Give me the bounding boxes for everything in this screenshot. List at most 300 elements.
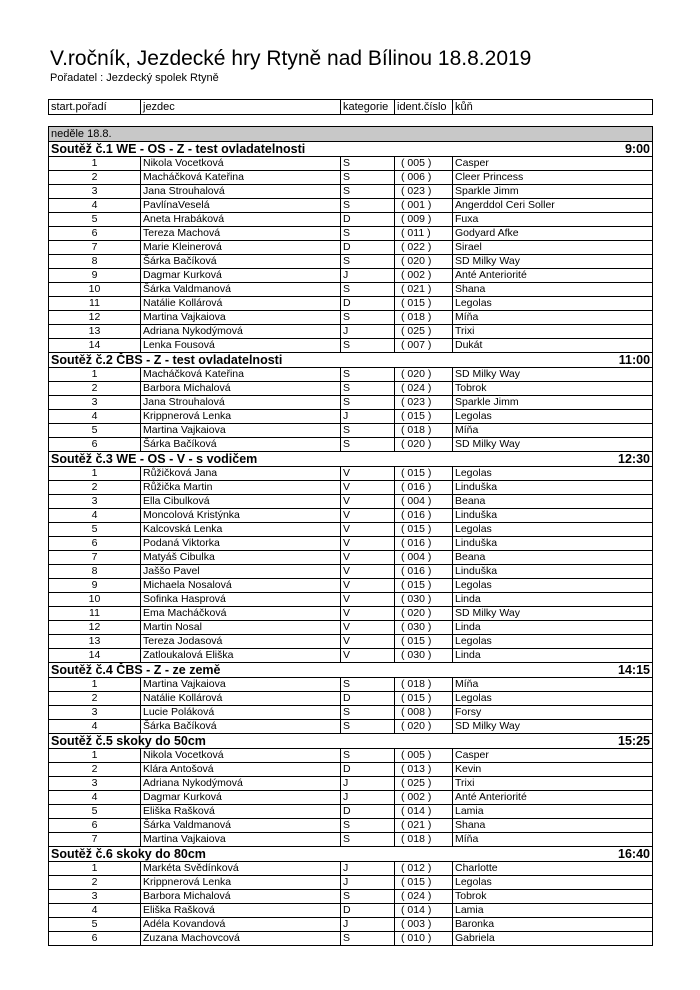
competition-name: Soutěž č.3 WE - OS - V - s vodičem	[49, 452, 453, 467]
horse-cell: Godyard Afke	[453, 227, 653, 241]
category-cell: J	[341, 410, 395, 424]
category-cell: D	[341, 805, 395, 819]
horse-cell: Lamia	[453, 904, 653, 918]
ident-number-cell: ( 016 )	[395, 481, 453, 495]
rider-cell: Ema Macháčková	[141, 607, 341, 621]
rider-cell: Eliška Rašková	[141, 904, 341, 918]
competition-name: Soutěž č.6 skoky do 80cm	[49, 847, 453, 862]
rider-cell: Šárka Valdmanová	[141, 819, 341, 833]
rider-cell: Nikola Vocetková	[141, 157, 341, 171]
entry-row	[49, 579, 653, 593]
ident-number-cell: ( 020 )	[395, 720, 453, 734]
rider-cell: Adriana Nykodýmová	[141, 777, 341, 791]
start-order-cell: 6	[49, 438, 141, 452]
category-cell: V	[341, 635, 395, 649]
category-cell: J	[341, 876, 395, 890]
ident-number-cell: ( 021 )	[395, 819, 453, 833]
competition-header-row	[49, 663, 653, 678]
competition-header-row	[49, 353, 653, 368]
start-order-cell: 7	[49, 551, 141, 565]
rider-cell: Jana Strouhalová	[141, 185, 341, 199]
category-cell: V	[341, 523, 395, 537]
category-cell: D	[341, 213, 395, 227]
rider-cell: Krippnerová Lenka	[141, 410, 341, 424]
ident-number-cell: ( 015 )	[395, 692, 453, 706]
rider-cell: Zuzana Machovcová	[141, 932, 341, 946]
competition-name: Soutěž č.2 ČBS - Z - test ovladatelnosti	[49, 353, 453, 368]
category-cell: D	[341, 904, 395, 918]
header-start-order: start.pořadí	[49, 100, 141, 115]
start-order-cell: 4	[49, 509, 141, 523]
rider-cell: Tereza Jodasová	[141, 635, 341, 649]
horse-cell: Casper	[453, 157, 653, 171]
entry-row	[49, 171, 653, 185]
ident-number-cell: ( 018 )	[395, 678, 453, 692]
horse-cell: Gabriela	[453, 932, 653, 946]
horse-cell: Trixi	[453, 325, 653, 339]
start-order-cell: 3	[49, 777, 141, 791]
category-cell: S	[341, 819, 395, 833]
day-label: neděle 18.8.	[49, 127, 653, 142]
rider-cell: Natálie Kollárová	[141, 297, 341, 311]
category-cell: V	[341, 481, 395, 495]
start-order-cell: 14	[49, 339, 141, 353]
entry-row	[49, 635, 653, 649]
category-cell: S	[341, 382, 395, 396]
entry-row	[49, 509, 653, 523]
entry-row	[49, 649, 653, 663]
rider-cell: Šárka Bačíková	[141, 720, 341, 734]
category-cell: J	[341, 269, 395, 283]
horse-cell: Míňa	[453, 678, 653, 692]
horse-cell: Tobrok	[453, 890, 653, 904]
header-ident-number: ident.číslo	[395, 100, 453, 115]
category-cell: J	[341, 777, 395, 791]
header-horse: kůň	[453, 100, 653, 115]
category-cell: S	[341, 227, 395, 241]
entry-row	[49, 269, 653, 283]
rider-cell: Matyáš Cibulka	[141, 551, 341, 565]
horse-cell: Cleer Princess	[453, 171, 653, 185]
category-cell: S	[341, 283, 395, 297]
horse-cell: Míňa	[453, 424, 653, 438]
rider-cell: Jaššo Pavel	[141, 565, 341, 579]
start-order-cell: 5	[49, 805, 141, 819]
horse-cell: Casper	[453, 749, 653, 763]
header-rider: jezdec	[141, 100, 341, 115]
category-cell: S	[341, 339, 395, 353]
rider-cell: Barbora Michalová	[141, 890, 341, 904]
category-cell: J	[341, 791, 395, 805]
competition-time: 12:30	[453, 452, 653, 467]
ident-number-cell: ( 011 )	[395, 227, 453, 241]
start-order-cell: 1	[49, 467, 141, 481]
entry-row	[49, 537, 653, 551]
category-cell: S	[341, 424, 395, 438]
start-order-cell: 2	[49, 171, 141, 185]
horse-cell: Legolas	[453, 579, 653, 593]
start-order-cell: 2	[49, 481, 141, 495]
entry-row	[49, 368, 653, 382]
ident-number-cell: ( 001 )	[395, 199, 453, 213]
rider-cell: Růžička Martin	[141, 481, 341, 495]
start-order-cell: 10	[49, 283, 141, 297]
rider-cell: Aneta Hrabáková	[141, 213, 341, 227]
ident-number-cell: ( 030 )	[395, 593, 453, 607]
ident-number-cell: ( 020 )	[395, 255, 453, 269]
category-cell: S	[341, 157, 395, 171]
horse-cell: Baronka	[453, 918, 653, 932]
entry-row	[49, 283, 653, 297]
entry-row	[49, 325, 653, 339]
entry-row	[49, 932, 653, 946]
entry-row	[49, 692, 653, 706]
category-cell: V	[341, 467, 395, 481]
rider-cell: Natálie Kollárová	[141, 692, 341, 706]
category-cell: S	[341, 438, 395, 452]
category-cell: S	[341, 185, 395, 199]
category-cell: V	[341, 509, 395, 523]
rider-cell: Tereza Machová	[141, 227, 341, 241]
rider-cell: Michaela Nosalová	[141, 579, 341, 593]
horse-cell: Beana	[453, 495, 653, 509]
start-order-cell: 3	[49, 706, 141, 720]
category-cell: V	[341, 565, 395, 579]
competition-name: Soutěž č.4 ČBS - Z - ze země	[49, 663, 453, 678]
rider-cell: Šárka Valdmanová	[141, 283, 341, 297]
category-cell: J	[341, 325, 395, 339]
ident-number-cell: ( 016 )	[395, 537, 453, 551]
category-cell: D	[341, 241, 395, 255]
column-header-table	[48, 99, 653, 115]
start-order-cell: 2	[49, 692, 141, 706]
start-order-cell: 13	[49, 635, 141, 649]
horse-cell: Lamia	[453, 805, 653, 819]
category-cell: V	[341, 607, 395, 621]
entry-row	[49, 495, 653, 509]
start-order-cell: 1	[49, 678, 141, 692]
category-cell: S	[341, 368, 395, 382]
competition-name: Soutěž č.1 WE - OS - Z - test ovladatelnosti	[49, 142, 453, 157]
competition-header-row	[49, 734, 653, 749]
entry-row	[49, 862, 653, 876]
entry-row	[49, 607, 653, 621]
category-cell: S	[341, 890, 395, 904]
start-order-cell: 4	[49, 904, 141, 918]
start-order-cell: 11	[49, 607, 141, 621]
ident-number-cell: ( 012 )	[395, 862, 453, 876]
rider-cell: Macháčková Kateřina	[141, 368, 341, 382]
ident-number-cell: ( 024 )	[395, 890, 453, 904]
rider-cell: Klára Antošová	[141, 763, 341, 777]
rider-cell: Lucie Poláková	[141, 706, 341, 720]
horse-cell: Legolas	[453, 467, 653, 481]
ident-number-cell: ( 007 )	[395, 339, 453, 353]
ident-number-cell: ( 015 )	[395, 523, 453, 537]
entry-row	[49, 523, 653, 537]
header-category: kategorie	[341, 100, 395, 115]
entry-row	[49, 706, 653, 720]
horse-cell: Linda	[453, 649, 653, 663]
ident-number-cell: ( 004 )	[395, 495, 453, 509]
entry-row	[49, 438, 653, 452]
start-order-cell: 1	[49, 862, 141, 876]
horse-cell: Legolas	[453, 410, 653, 424]
entry-row	[49, 551, 653, 565]
ident-number-cell: ( 024 )	[395, 382, 453, 396]
start-order-cell: 3	[49, 185, 141, 199]
horse-cell: Angerddol Ceri Soller	[453, 199, 653, 213]
start-order-cell: 1	[49, 749, 141, 763]
start-order-cell: 4	[49, 791, 141, 805]
category-cell: V	[341, 621, 395, 635]
start-order-cell: 5	[49, 424, 141, 438]
entry-row	[49, 255, 653, 269]
horse-cell: Charlotte	[453, 862, 653, 876]
horse-cell: Anté Anteriorité	[453, 269, 653, 283]
ident-number-cell: ( 002 )	[395, 269, 453, 283]
category-cell: S	[341, 171, 395, 185]
start-order-cell: 11	[49, 297, 141, 311]
entry-row	[49, 297, 653, 311]
horse-cell: Linduška	[453, 565, 653, 579]
entry-row	[49, 833, 653, 847]
start-order-cell: 2	[49, 763, 141, 777]
rider-cell: Dagmar Kurková	[141, 269, 341, 283]
ident-number-cell: ( 005 )	[395, 157, 453, 171]
category-cell: S	[341, 706, 395, 720]
category-cell: S	[341, 199, 395, 213]
start-order-cell: 2	[49, 876, 141, 890]
organizer-line: Pořadatel : Jezdecký spolek Rtyně	[50, 72, 219, 84]
competition-time: 11:00	[453, 353, 653, 368]
ident-number-cell: ( 015 )	[395, 579, 453, 593]
ident-number-cell: ( 018 )	[395, 424, 453, 438]
ident-number-cell: ( 022 )	[395, 241, 453, 255]
horse-cell: Sparkle Jimm	[453, 396, 653, 410]
ident-number-cell: ( 009 )	[395, 213, 453, 227]
category-cell: S	[341, 678, 395, 692]
ident-number-cell: ( 018 )	[395, 833, 453, 847]
rider-cell: PavlínaVeselá	[141, 199, 341, 213]
horse-cell: Shana	[453, 283, 653, 297]
category-cell: S	[341, 396, 395, 410]
start-order-cell: 14	[49, 649, 141, 663]
rider-cell: Eliška Rašková	[141, 805, 341, 819]
ident-number-cell: ( 015 )	[395, 410, 453, 424]
category-cell: S	[341, 311, 395, 325]
entry-row	[49, 720, 653, 734]
horse-cell: Anté Anteriorité	[453, 791, 653, 805]
horse-cell: SD Milky Way	[453, 720, 653, 734]
rider-cell: Lenka Fousová	[141, 339, 341, 353]
horse-cell: Legolas	[453, 876, 653, 890]
category-cell: J	[341, 862, 395, 876]
rider-cell: Martin Nosal	[141, 621, 341, 635]
horse-cell: Míňa	[453, 833, 653, 847]
start-order-cell: 9	[49, 269, 141, 283]
horse-cell: Linda	[453, 621, 653, 635]
ident-number-cell: ( 020 )	[395, 368, 453, 382]
horse-cell: Legolas	[453, 692, 653, 706]
entry-row	[49, 593, 653, 607]
category-cell: S	[341, 255, 395, 269]
ident-number-cell: ( 010 )	[395, 932, 453, 946]
horse-cell: Linduška	[453, 537, 653, 551]
entry-row	[49, 241, 653, 255]
horse-cell: Shana	[453, 819, 653, 833]
category-cell: S	[341, 749, 395, 763]
start-order-cell: 12	[49, 311, 141, 325]
start-order-cell: 6	[49, 227, 141, 241]
competition-header-row	[49, 142, 653, 157]
horse-cell: Linda	[453, 593, 653, 607]
horse-cell: SD Milky Way	[453, 607, 653, 621]
entry-row	[49, 382, 653, 396]
ident-number-cell: ( 018 )	[395, 311, 453, 325]
entry-row	[49, 918, 653, 932]
rider-cell: Adriana Nykodýmová	[141, 325, 341, 339]
column-header-row	[49, 100, 653, 115]
entry-row	[49, 749, 653, 763]
rider-cell: Moncolová Kristýnka	[141, 509, 341, 523]
start-order-cell: 2	[49, 382, 141, 396]
ident-number-cell: ( 030 )	[395, 649, 453, 663]
ident-number-cell: ( 030 )	[395, 621, 453, 635]
ident-number-cell: ( 015 )	[395, 635, 453, 649]
horse-cell: Trixi	[453, 777, 653, 791]
start-order-cell: 3	[49, 396, 141, 410]
competition-time: 16:40	[453, 847, 653, 862]
start-order-cell: 1	[49, 157, 141, 171]
horse-cell: Linduška	[453, 509, 653, 523]
start-order-cell: 3	[49, 495, 141, 509]
rider-cell: Sofinka Hasprová	[141, 593, 341, 607]
category-cell: V	[341, 551, 395, 565]
start-order-cell: 7	[49, 241, 141, 255]
competition-header-row	[49, 847, 653, 862]
category-cell: J	[341, 918, 395, 932]
category-cell: V	[341, 579, 395, 593]
entry-row	[49, 621, 653, 635]
horse-cell: SD Milky Way	[453, 438, 653, 452]
schedule-table	[48, 126, 653, 946]
start-order-cell: 7	[49, 833, 141, 847]
category-cell: S	[341, 932, 395, 946]
horse-cell: Tobrok	[453, 382, 653, 396]
category-cell: D	[341, 692, 395, 706]
ident-number-cell: ( 020 )	[395, 607, 453, 621]
entry-row	[49, 311, 653, 325]
category-cell: D	[341, 763, 395, 777]
ident-number-cell: ( 014 )	[395, 805, 453, 819]
entry-row	[49, 890, 653, 904]
competition-time: 9:00	[453, 142, 653, 157]
ident-number-cell: ( 020 )	[395, 438, 453, 452]
rider-cell: Nikola Vocetková	[141, 749, 341, 763]
start-order-cell: 9	[49, 579, 141, 593]
ident-number-cell: ( 016 )	[395, 509, 453, 523]
ident-number-cell: ( 023 )	[395, 396, 453, 410]
ident-number-cell: ( 015 )	[395, 876, 453, 890]
category-cell: V	[341, 495, 395, 509]
ident-number-cell: ( 025 )	[395, 777, 453, 791]
rider-cell: Šárka Bačíková	[141, 255, 341, 269]
entry-row	[49, 876, 653, 890]
ident-number-cell: ( 004 )	[395, 551, 453, 565]
category-cell: D	[341, 297, 395, 311]
entry-row	[49, 819, 653, 833]
ident-number-cell: ( 005 )	[395, 749, 453, 763]
horse-cell: Sparkle Jimm	[453, 185, 653, 199]
horse-cell: SD Milky Way	[453, 255, 653, 269]
rider-cell: Kalcovská Lenka	[141, 523, 341, 537]
entry-row	[49, 199, 653, 213]
entry-row	[49, 213, 653, 227]
ident-number-cell: ( 013 )	[395, 763, 453, 777]
rider-cell: Adéla Kovandová	[141, 918, 341, 932]
rider-cell: Ella Cibulková	[141, 495, 341, 509]
horse-cell: Fuxa	[453, 213, 653, 227]
entry-row	[49, 157, 653, 171]
ident-number-cell: ( 021 )	[395, 283, 453, 297]
horse-cell: Linduška	[453, 481, 653, 495]
competition-name: Soutěž č.5 skoky do 50cm	[49, 734, 453, 749]
entry-row	[49, 396, 653, 410]
start-order-cell: 6	[49, 819, 141, 833]
ident-number-cell: ( 023 )	[395, 185, 453, 199]
entry-row	[49, 565, 653, 579]
entry-row	[49, 424, 653, 438]
horse-cell: Legolas	[453, 523, 653, 537]
category-cell: S	[341, 833, 395, 847]
rider-cell: Martina Vajkaiova	[141, 311, 341, 325]
rider-cell: Markéta Svědínková	[141, 862, 341, 876]
horse-cell: Beana	[453, 551, 653, 565]
rider-cell: Zatloukalová Eliška	[141, 649, 341, 663]
ident-number-cell: ( 008 )	[395, 706, 453, 720]
horse-cell: Míňa	[453, 311, 653, 325]
start-order-cell: 10	[49, 593, 141, 607]
horse-cell: Legolas	[453, 297, 653, 311]
rider-cell: Martina Vajkaiova	[141, 424, 341, 438]
horse-cell: Dukát	[453, 339, 653, 353]
entry-row	[49, 763, 653, 777]
rider-cell: Jana Strouhalová	[141, 396, 341, 410]
start-order-cell: 4	[49, 720, 141, 734]
ident-number-cell: ( 015 )	[395, 467, 453, 481]
start-order-cell: 8	[49, 565, 141, 579]
page-title: V.ročník, Jezdecké hry Rtyně nad Bílinou 18.8.2019	[50, 47, 532, 70]
horse-cell: Legolas	[453, 635, 653, 649]
entry-row	[49, 678, 653, 692]
start-order-cell: 8	[49, 255, 141, 269]
start-order-cell: 1	[49, 368, 141, 382]
start-order-cell: 3	[49, 890, 141, 904]
ident-number-cell: ( 006 )	[395, 171, 453, 185]
ident-number-cell: ( 025 )	[395, 325, 453, 339]
start-order-cell: 4	[49, 410, 141, 424]
rider-cell: Macháčková Kateřina	[141, 171, 341, 185]
ident-number-cell: ( 002 )	[395, 791, 453, 805]
start-order-cell: 6	[49, 537, 141, 551]
entry-row	[49, 791, 653, 805]
entry-row	[49, 467, 653, 481]
rider-cell: Dagmar Kurková	[141, 791, 341, 805]
start-order-cell: 5	[49, 523, 141, 537]
rider-cell: Podaná Viktorka	[141, 537, 341, 551]
entry-row	[49, 805, 653, 819]
